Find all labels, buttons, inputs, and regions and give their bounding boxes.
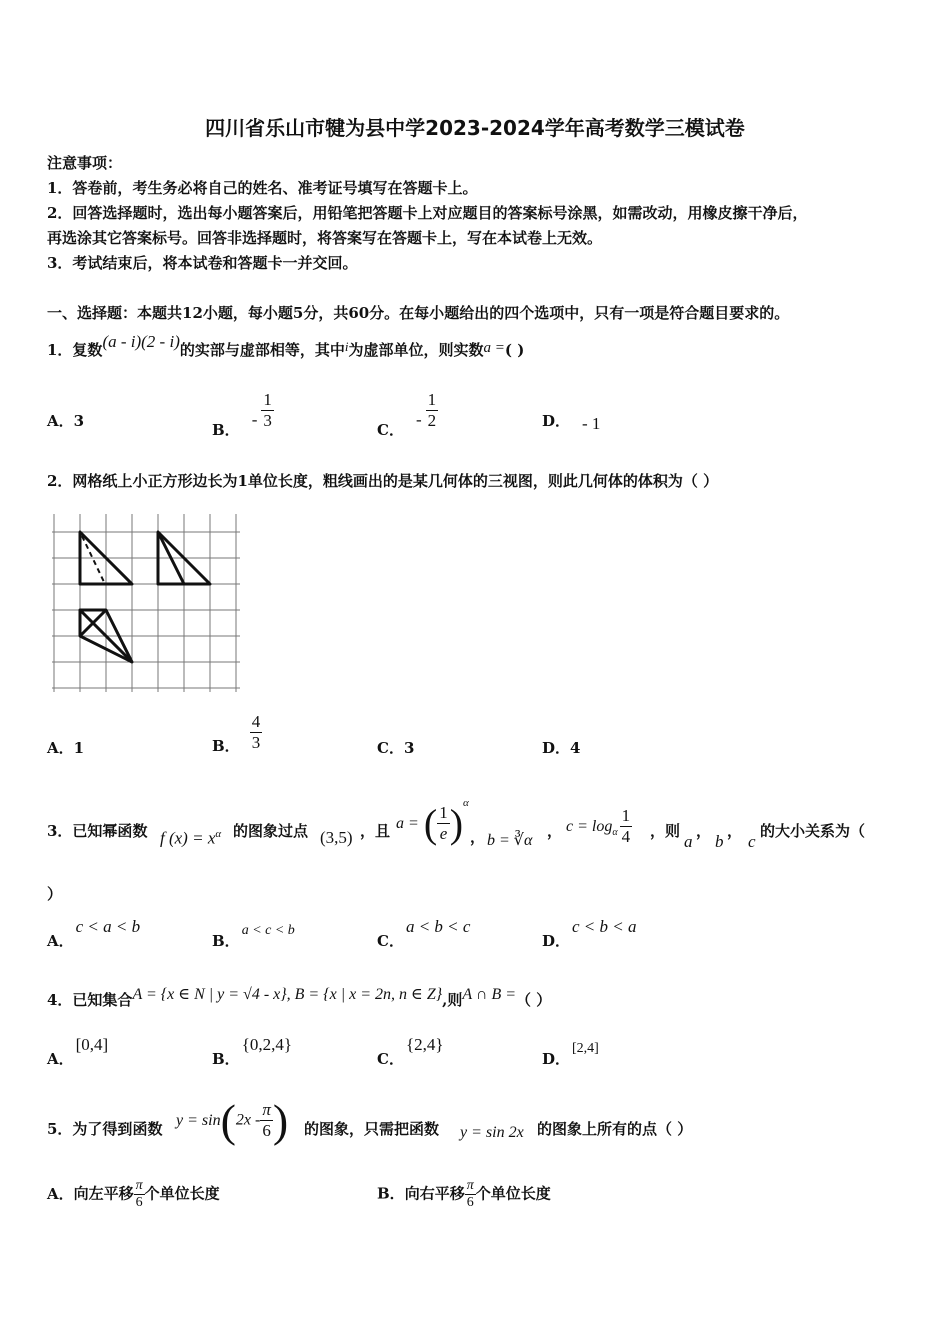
notice-item: 再选涂其它答案标号。回答非选择题时，将答案写在答题卡上，写在本试卷上无效。	[47, 229, 603, 247]
option-label: A．	[47, 932, 74, 950]
fraction-numerator: π	[262, 1100, 271, 1119]
q1-option-b[interactable]	[212, 390, 274, 439]
q3-option-c[interactable]	[377, 916, 471, 950]
fraction-denominator: 6	[135, 1195, 143, 1210]
q1-option-d[interactable]	[542, 410, 600, 431]
option-label: A．	[47, 412, 74, 430]
option-value: - 1	[582, 414, 601, 433]
q3-then: ，则	[650, 822, 681, 840]
q4-intersection: A ∩ B =	[462, 986, 517, 1003]
fraction-denominator: 3	[251, 733, 261, 752]
q4-sets: A = {x ∈ N | y = √4 - x}, B = {x | x = 2n, n ∈ Z}	[132, 986, 443, 1003]
fraction-denominator: 2	[427, 411, 437, 430]
notice-heading: 注意事项：	[47, 154, 123, 172]
q3-and: ，且	[360, 822, 391, 840]
option-text: 向右平移	[404, 1184, 465, 1203]
option-value: c < a < b	[75, 917, 141, 936]
option-value: c < b < a	[572, 917, 637, 936]
option-label: D．	[542, 932, 571, 950]
option-value: {2,4}	[405, 1035, 444, 1054]
q1-pre: 1．复数	[47, 341, 103, 359]
q4-option-c[interactable]	[377, 1034, 444, 1068]
q3-a-def: a = ( $\frac{1}{e}$ )$^\alpha$	[396, 796, 469, 846]
q5-option-a[interactable]	[47, 1178, 220, 1211]
q5-mid: 的图象，只需把函数	[304, 1120, 440, 1138]
q3-tail: 的大小关系为（	[760, 822, 866, 840]
q3-pre: 3．已知幂函数	[47, 822, 148, 840]
fraction-numerator: π	[135, 1178, 143, 1193]
section-heading: 一、选择题：本题共12小题，每小题5分，共60分。在每小题给出的四个选项中，只有一项是符合题目要求的。	[47, 304, 790, 322]
q2-option-b[interactable]	[212, 712, 262, 753]
q1-mid2: 为虚部单位，则实数	[348, 341, 484, 359]
fraction-denominator: 4	[621, 827, 631, 846]
q3-b-def: b = ∛α	[487, 832, 533, 849]
fraction-denominator: 6	[466, 1195, 474, 1210]
q4-option-a[interactable]	[47, 1034, 109, 1068]
option-label: D．	[542, 412, 571, 430]
q1-a: a =	[483, 340, 505, 356]
q3-option-d[interactable]	[542, 916, 637, 950]
q5-option-b[interactable]	[377, 1178, 551, 1211]
page-title: 四川省乐山市犍为县中学2023-2024学年高考数学三模试卷	[205, 116, 745, 140]
option-value: {0,2,4}	[241, 1035, 293, 1054]
option-label: C．	[377, 1050, 404, 1068]
option-label: B．	[212, 932, 240, 950]
option-label: C．	[377, 932, 404, 950]
q5-post: 的图象上所有的点（ ）	[537, 1120, 693, 1138]
q3-option-a[interactable]	[47, 916, 141, 950]
option-text: 向左平移	[73, 1184, 134, 1203]
q2-option-c[interactable]	[377, 737, 414, 758]
option-label: C．	[377, 420, 404, 439]
fraction-numerator: 4	[251, 712, 261, 731]
notice-item: 1．答卷前，考生务必将自己的姓名、准考证号填写在答题卡上。	[47, 179, 478, 197]
option-label: C．	[377, 739, 404, 757]
function-label: y = sin	[176, 1112, 221, 1129]
fraction-numerator: 1	[621, 806, 631, 825]
q3-c-def	[566, 806, 632, 847]
c-label: c = log	[566, 818, 613, 835]
option-value: 3	[73, 412, 85, 430]
q4-pre: 4．已知集合	[47, 991, 133, 1009]
fraction-numerator: π	[466, 1178, 474, 1193]
q1-expr: (a - i)(2 - i)	[102, 332, 180, 351]
q3-option-b[interactable]	[212, 918, 295, 950]
q3-comma2: ，	[547, 822, 563, 840]
q3-point: (3,5)	[320, 828, 353, 847]
option-label: D．	[542, 739, 571, 757]
option-value: [0,4]	[75, 1035, 109, 1054]
q1-mid: 的实部与虚部相等，其中	[179, 341, 345, 359]
q3-var-b: b	[715, 832, 724, 851]
exponent: α	[215, 828, 222, 840]
fraction-denominator: e	[439, 824, 448, 843]
q1-i: i	[344, 339, 349, 354]
option-label: B．	[212, 1050, 240, 1068]
q5-base-function: y = sin 2x	[460, 1124, 524, 1141]
option-label: A．	[47, 1050, 74, 1068]
option-value: 3	[403, 739, 415, 757]
option-sign: -	[415, 409, 422, 429]
a-label: a =	[396, 815, 419, 832]
fraction-numerator: 1	[427, 390, 437, 409]
q3-function	[160, 828, 221, 849]
notice-item: 2．回答选择题时，选出每小题答案后，用铅笔把答题卡上对应题目的答案标号涂黑，如需改动，用橡皮擦干净后，	[47, 204, 808, 222]
option-sign: -	[251, 409, 258, 429]
option-label: A．	[47, 1184, 74, 1203]
option-text: 个单位长度	[475, 1184, 551, 1203]
log-base: α	[612, 827, 618, 839]
q2-option-d[interactable]	[542, 737, 580, 758]
q4-then: ,则	[442, 991, 463, 1009]
q3-mid: 的图象过点	[233, 822, 309, 840]
notice-item: 3．考试结束后，将本试卷和答题卡一并交回。	[47, 254, 358, 272]
option-value: 4	[570, 739, 581, 757]
q4-stem	[47, 986, 552, 1010]
q5-pre: 5．为了得到函数	[47, 1120, 163, 1138]
option-label: B．	[212, 736, 240, 755]
q1-option-c[interactable]	[377, 390, 438, 439]
exponent: α	[463, 796, 469, 809]
q1-stem	[47, 332, 525, 360]
option-label: D．	[542, 1050, 571, 1068]
option-label: B．	[377, 1184, 405, 1203]
option-text: 个单位长度	[144, 1184, 220, 1203]
option-value: [2,4]	[572, 1041, 599, 1056]
option-label: B．	[212, 420, 240, 439]
fraction-numerator: 1	[439, 803, 448, 822]
q2-option-a[interactable]	[47, 737, 84, 758]
function-inner: 2x -	[235, 1111, 261, 1129]
q3-comma: ，	[470, 828, 486, 846]
three-view-grid-figure	[52, 514, 242, 694]
q3-var-a: a	[684, 832, 693, 851]
q4-option-b[interactable]	[212, 1034, 293, 1068]
function-expr: f (x) = x	[160, 828, 216, 848]
option-value: a < c < b	[241, 923, 295, 938]
q4-post: （ ）	[516, 991, 552, 1009]
option-value: a < b < c	[405, 917, 471, 936]
q3-close: ）	[47, 885, 63, 903]
q4-option-d[interactable]	[542, 1036, 599, 1068]
option-value: 1	[73, 739, 85, 757]
q1-post: ( )	[504, 341, 525, 359]
fraction-denominator: 6	[262, 1121, 271, 1140]
q3-var-c: c	[748, 832, 756, 851]
option-label: A．	[47, 739, 74, 757]
q3-comma3: ，	[696, 822, 712, 840]
fraction-denominator: 3	[263, 411, 272, 430]
fraction-numerator: 1	[263, 390, 272, 409]
q1-option-a[interactable]	[47, 410, 84, 431]
q5-function: y = sin(2x - $\frac{\pi}{6}$ )	[176, 1095, 289, 1146]
q3-comma4: ，	[727, 822, 743, 840]
q2-stem: 2．网格纸上小正方形边长为1单位长度，粗线画出的是某几何体的三视图，则此几何体的体积为（ ）	[47, 472, 719, 490]
